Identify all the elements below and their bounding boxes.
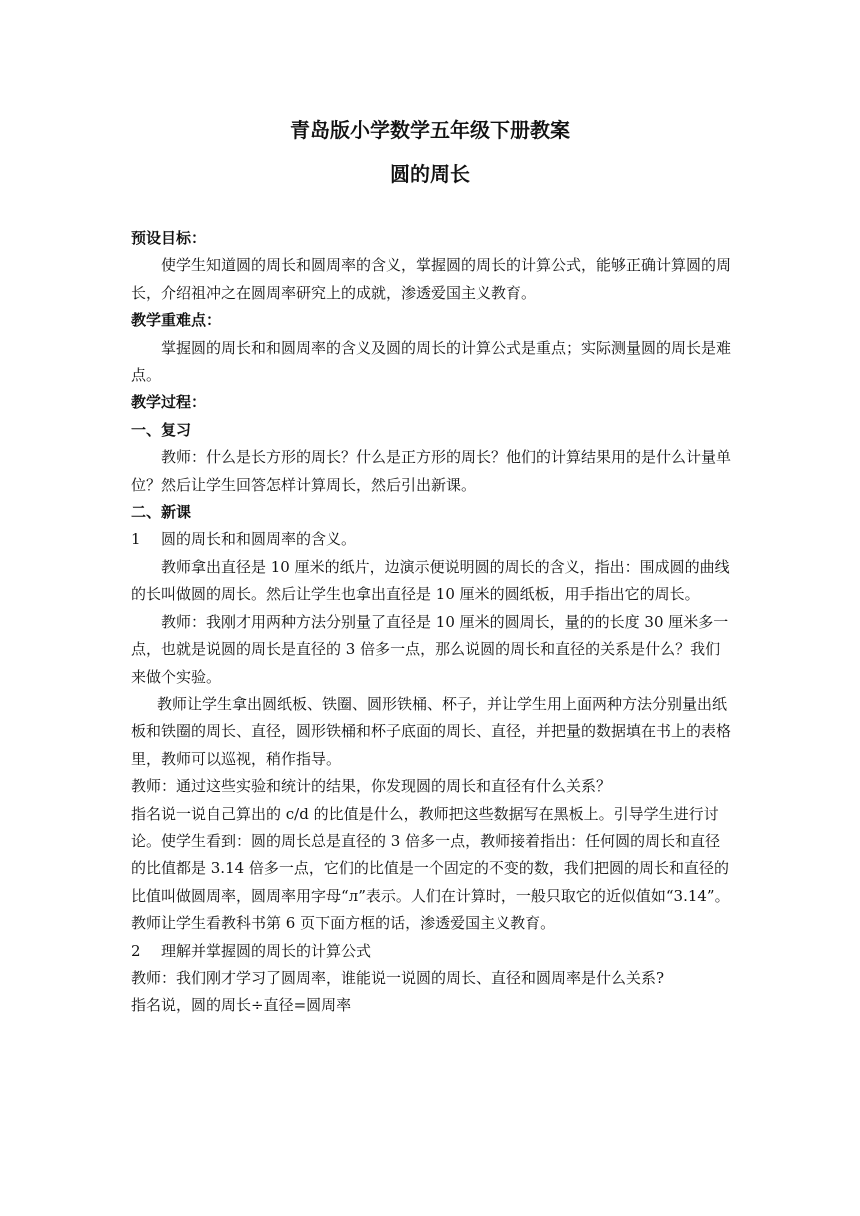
paragraph-pi-definition: 指名说一说自己算出的 c/d 的比值是什么，教师把这些数据写在黑板上。引导学生进行讨论。使学生看到：圆的周长总是直径的 3 倍多一点，教师接着指出：任何圆的周长和直径的比值都是 3.14 倍多一点，它们的比值是一个固定的不变的数，我们把圆的周长和直径的比值叫做圆周率，圆周率用字母“л”表示。人们在计算时，一般只取它的近似值如“3.14”。 [131,804,730,905]
document-body [131,225,731,1020]
goals-heading: 预设目标： [131,229,207,247]
review-paragraph: 教师：什么是长方形的周长？什么是正方形的周长？他们的计算结果用的是什么计量单位？然后让学生回答怎样计算周长，然后引出新课。 [131,448,732,494]
key-points-heading: 教学重难点： [131,311,222,330]
section-1-number: 1 [131,530,141,549]
key-points-paragraph: 掌握圆的周长和和圆周率的含义及圆的周长的计算公式是重点；实际测量圆的周长是难点。 [131,338,732,385]
process-heading: 教学过程： [131,393,207,412]
section-1-heading [131,526,731,553]
paragraph-question: 教师：通过这些实验和统计的结果，你发现圆的周长和直径有什么关系？ [131,777,612,796]
section-2-heading [131,938,731,965]
paragraph-patriotic: 教师让学生看教科书第 6 页下面方框的话，渗透爱国主义教育。 [131,914,556,933]
section-2-number: 2 [131,941,141,960]
new-lesson-heading: 二、新课 [131,503,192,522]
paragraph-formula: 指名说，圆的周长÷直径=圆周率 [131,996,352,1015]
section-1-title: 圆的周长和和圆周率的含义。 [161,530,357,549]
document-title: 青岛版小学数学五年级下册教案 [290,118,570,142]
review-heading: 一、复习 [131,420,192,439]
paragraph-demo: 教师拿出直径是 10 厘米的纸片，边演示便说明圆的周长的含义，指出：围成圆的曲线的长叫做圆的周长。然后让学生也拿出直径是 10 厘米的圆纸板，用手指出它的周长。 [131,557,730,604]
section-2-title: 理解并掌握圆的周长的计算公式 [161,941,372,960]
paragraph-teacher-measure: 教师：我刚才用两种方法分别量了直径是 10 厘米的圆周长，量的的长度 30 厘米多一点，也就是说圆的周长是直径的 3 倍多一点，那么说圆的周长和直径的关系是什么？我们来做个实验。 [131,612,729,686]
goals-paragraph: 使学生知道圆的周长和圆周率的含义，掌握圆的周长的计算公式，能够正确计算圆的周长，介绍祖冲之在圆周率研究上的成就，渗透爱国主义教育。 [131,256,732,302]
paragraph-experiment: 教师让学生拿出圆纸板、铁圈、圆形铁桶、杯子，并让学生用上面两种方法分别量出纸板和铁圈的周长、直径，圆形铁桶和杯子底面的周长、直径，并把量的数据填在书上的表格里，教师可以巡视，稍作指导。 [131,694,732,768]
paragraph-relation-question: 教师：我们刚才学习了圆周率，谁能说一说圆的周长、直径和圆周率是什么关系? [131,968,665,987]
lesson-title: 圆的周长 [390,162,470,186]
